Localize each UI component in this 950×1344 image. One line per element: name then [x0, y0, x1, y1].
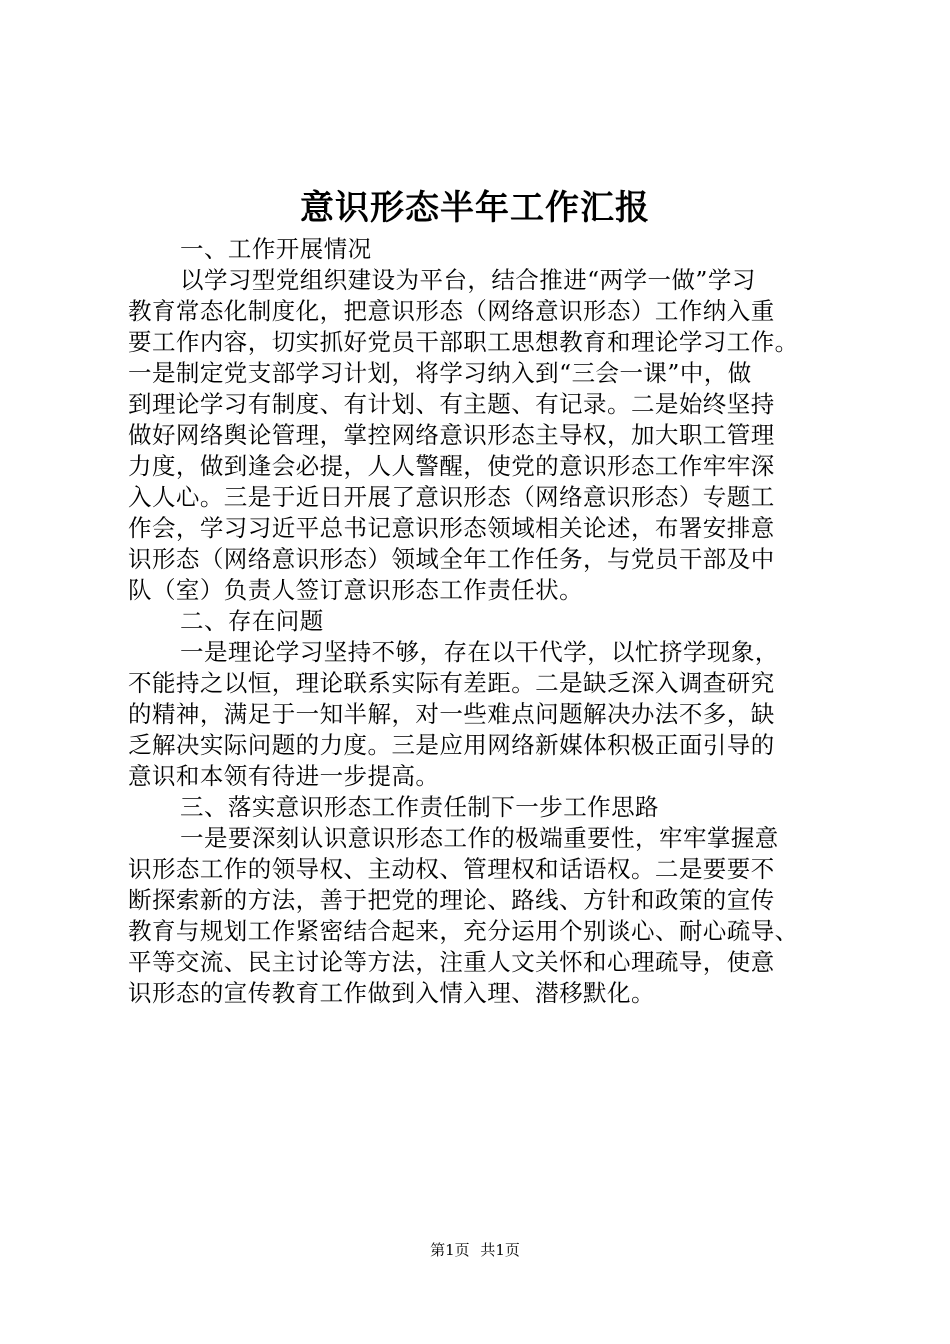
page-total: 共1页	[480, 1241, 520, 1259]
text-line: 断探索新的方法，善于把党的理论、路线、方针和政策的宣传	[128, 886, 775, 914]
text-line: 识形态工作的领导权、主动权、管理权和话语权。二是要要不	[128, 855, 775, 883]
page-footer	[0, 1240, 950, 1260]
text-line: 力度，做到逢会必提，人人警醒，使党的意识形态工作牢牢深	[128, 452, 775, 480]
text-line: 平等交流、民主讨论等方法，注重人文关怀和心理疏导，使意	[128, 948, 775, 976]
text-line: 做好网络舆论管理，掌控网络意识形态主导权，加大职工管理	[128, 421, 775, 449]
document-title: 意识形态半年工作汇报	[300, 188, 650, 228]
text-line: 三、落实意识形态工作责任制下一步工作思路	[180, 793, 659, 821]
text-line: 到理论学习有制度、有计划、有主题、有记录。二是始终坚持	[128, 390, 775, 418]
text-line: 识形态的宣传教育工作做到入情入理、潜移默化。	[128, 979, 655, 1007]
text-line: 一、工作开展情况	[180, 235, 372, 263]
text-line: 教育与规划工作紧密结合起来，充分运用个别谈心、耐心疏导、	[128, 917, 799, 945]
text-line: 的精神，满足于一知半解，对一些难点问题解决办法不多，缺	[128, 700, 775, 728]
text-line: 识形态（网络意识形态）领域全年工作任务，与党员干部及中	[128, 545, 775, 573]
page-number: 第1页	[430, 1241, 470, 1259]
text-line: 要工作内容，切实抓好党员干部职工思想教育和理论学习工作。	[128, 328, 799, 356]
text-line: 一是制定党支部学习计划，将学习纳入到“三会一课”中，做	[128, 359, 752, 387]
document-body	[128, 234, 828, 1009]
text-line: 乏解决实际问题的力度。三是应用网络新媒体积极正面引导的	[128, 731, 775, 759]
text-line: 不能持之以恒，理论联系实际有差距。二是缺乏深入调查研究	[128, 669, 775, 697]
text-line: 队（室）负责人签订意识形态工作责任状。	[128, 576, 584, 604]
text-line: 入人心。三是于近日开展了意识形态（网络意识形态）专题工	[128, 483, 775, 511]
text-line: 二、存在问题	[180, 607, 324, 635]
text-line: 作会，学习习近平总书记意识形态领域相关论述，布署安排意	[128, 514, 775, 542]
text-line: 意识和本领有待进一步提高。	[128, 762, 440, 790]
text-line: 一是理论学习坚持不够，存在以干代学，以忙挤学现象，	[180, 638, 779, 666]
text-line: 一是要深刻认识意识形态工作的极端重要性，牢牢掌握意	[180, 824, 779, 852]
text-line: 以学习型党组织建设为平台，结合推进“两学一做”学习	[180, 266, 756, 294]
text-line: 教育常态化制度化，把意识形态（网络意识形态）工作纳入重	[128, 297, 775, 325]
